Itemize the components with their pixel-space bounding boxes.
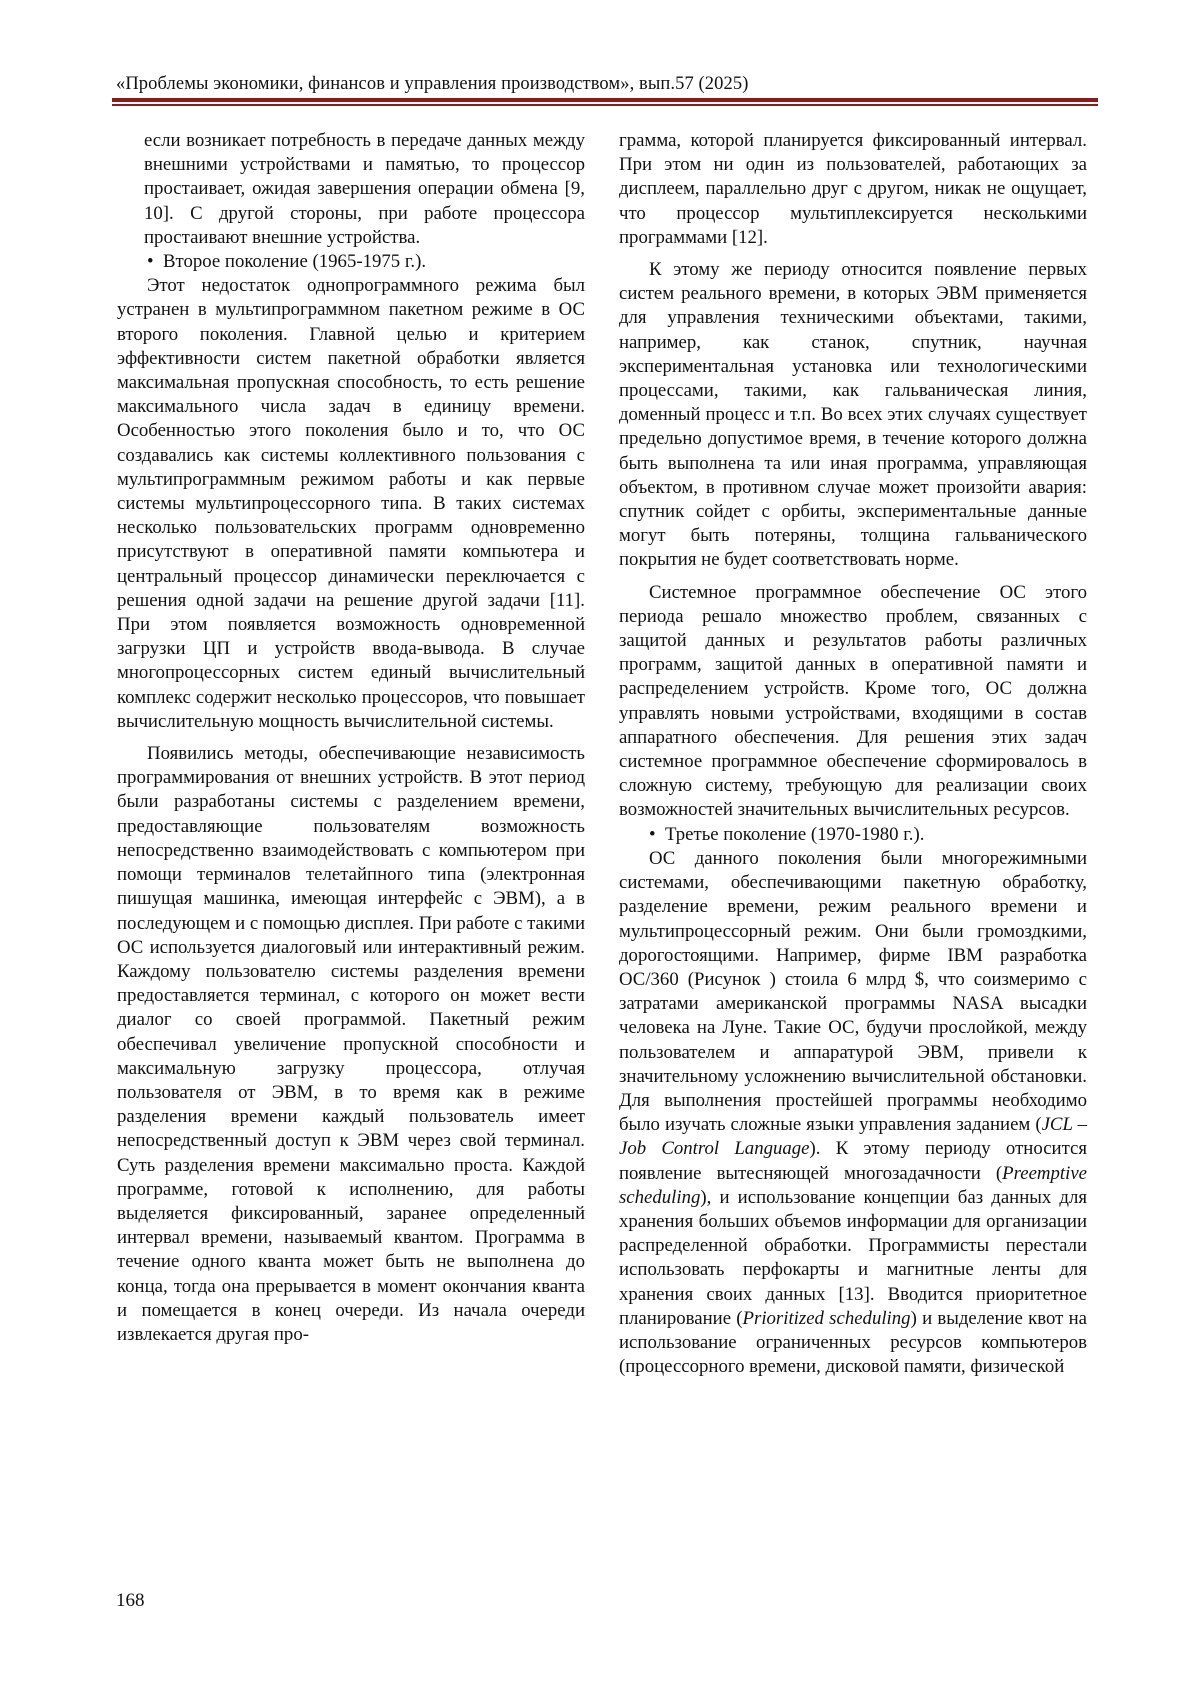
- text-run: ) и выделение квот на использование ограниченных ресурсов компьютеров (процессорного времени, дисковой памяти, физической: [619, 1307, 1087, 1378]
- italic-term: JCL – Job Control Language: [619, 1114, 1087, 1160]
- text-run: ). К этому периоду относится появление вытесняющей многозадачности (: [619, 1138, 1087, 1184]
- header-rule-thin: [112, 104, 1098, 106]
- journal-title: «Проблемы экономики, финансов и управления производством», вып.57 (2025): [116, 74, 749, 94]
- italic-term: Preemptive scheduling: [619, 1162, 1087, 1208]
- paragraph: К этому же периоду относится появление первых систем реального времени, в которых ЭВМ применяется для управления техническими объектами, такими, например, как станок, спутник, научная экспериментальная установка или технологическими процессами, такими, как гальваническая линия, доменный процесс и т.п. Во всех этих случаях существует предельно допустимое время, в течение которого должна быть выполнена та или иная программа, управляющая объектом, в противном случае может произойти авария: спутник сойдет с орбиты, экспериментальные данные могут быть потеряны, толщина гальванического покрытия не будет соответствовать норме.: [619, 259, 1087, 571]
- paragraph: Системное программное обеспечение ОС этого периода решало множество проблем, связанных с защитой данных и результатов работы различных программ, защитой данных в оперативной памяти и распределением устройств. Кроме того, ОС должна управлять новыми устройствами, входящими в состав аппаратного обеспечения. Для решения этих задач системное программное обеспечение сформировалось в сложную систему, требующую для реализации своих возможностей значительных вычислительных ресурсов.: [619, 581, 1087, 821]
- bullet-item-third-generation: [619, 823, 1087, 847]
- bullet-icon: •: [147, 251, 154, 273]
- left-column: [117, 129, 585, 1347]
- paragraph: грамма, которой планируется фиксированный интервал. При этом ни один из пользователей, работающих за дисплеем, параллельно друг с другом, никак не ощущает, что процессор мультиплексируется несколькими программами [12].: [619, 130, 1087, 248]
- bullet-icon: •: [649, 823, 656, 845]
- paragraph: [619, 847, 1087, 1379]
- paragraph: Появились методы, обеспечивающие независимость программирования от внешних устройств. В этот период были разработаны системы с разделением времени, предоставляющие пользователям возможность непосредственно взаимодействовать с компьютером при помощи терминалов телетайпного типа (электронная пишущая машинка, имеющая интерфейс с ЭВМ), а в последующем и с помощью дисплея. При работе с такими ОС используется диалоговый или интерактивный режим. Каждому пользователю системы разделения времени предоставляется терминал, с которого он может вести диалог со своей программой. Пакетный режим обеспечивал увеличение пропускной способности и максимальную загрузку процессора, отлучая пользователя от ЭВМ, в то время как в режиме разделения времени каждый пользователь имеет непосредственный доступ к ЭВМ через свой терминал. Суть разделения времени максимально проста. Каждой программе, готовой к исполнению, для работы выделяется фиксированный, заранее определенный интервал времени, называемый квантом. Программа в течение одного кванта может быть не выполнена до конца, тогда она прерывается в момент окончания кванта и помещается в конец очереди. Из начала очереди извлекается другая про-: [117, 743, 585, 1345]
- bullet-label: Второе поколение (1965-1975 г.).: [163, 251, 427, 273]
- header-rule-thick: [112, 98, 1098, 102]
- page-number: 168: [116, 1590, 145, 1611]
- bullet-item-second-generation: [117, 250, 585, 274]
- bullet-label: Третье поколение (1970-1980 г.).: [665, 823, 925, 845]
- right-column: [619, 129, 1087, 1379]
- paragraph: если возникает потребность в передаче данных между внешними устройствами и памятью, то процессор простаивает, ожидая завершения операции обмена [9, 10]. С другой стороны, при работе процессора простаивают внешние устройства.: [144, 130, 585, 248]
- italic-term: Prioritized scheduling: [742, 1307, 911, 1329]
- paragraph: Этот недостаток однопрограммного режима был устранен в мультипрограммном пакетном режиме в ОС второго поколения. Главной целью и критерием эффективности систем пакетной обработки является максимальная пропускная способность, то есть решение максимального числа задач в единицу времени. Особенностью этого поколения было и то, что ОС создавались как системы коллективного пользования с мультипрограммным режимом работы и как первые системы мультипроцессорного типа. В таких системах несколько пользовательских программ одновременно присутствуют в оперативной памяти компьютера и центральный процессор динамически переключается с решения одной задачи на решение другой задачи [11]. При этом появляется возможность одновременной загрузки ЦП и устройств ввода-вывода. В случае многопроцессорных систем единый вычислительный комплекс содержит несколько процессоров, что повышает вычислительную мощность вычислительной системы.: [117, 275, 585, 732]
- text-run: ), и использование концепции баз данных для хранения больших объемов информации для организации распределенной обработки. Программисты перестали использовать перфокарты и магнитные ленты для хранения своих данных [13]. Вводится приоритетное планирование (: [619, 1186, 1087, 1329]
- text-run: ОС данного поколения были многорежимными системами, обеспечивающими пакетную обработку, разделение времени, режим реального времени и мультипроцессорный режим. Они были громоздкими, дорогостоящими. Например, фирме IBM разработка ОС/360 (Рисунок ) стоила 6 млрд $, что соизмеримо с затратами американской программы NASA высадки человека на Луне. Такие ОС, будучи прослойкой, между пользователем и аппаратурой ЭВМ, привели к значительному усложнению вычислительной обстановки. Для выполнения простейшей программы необходимо было изучать сложные языки управления заданием (: [619, 847, 1087, 1136]
